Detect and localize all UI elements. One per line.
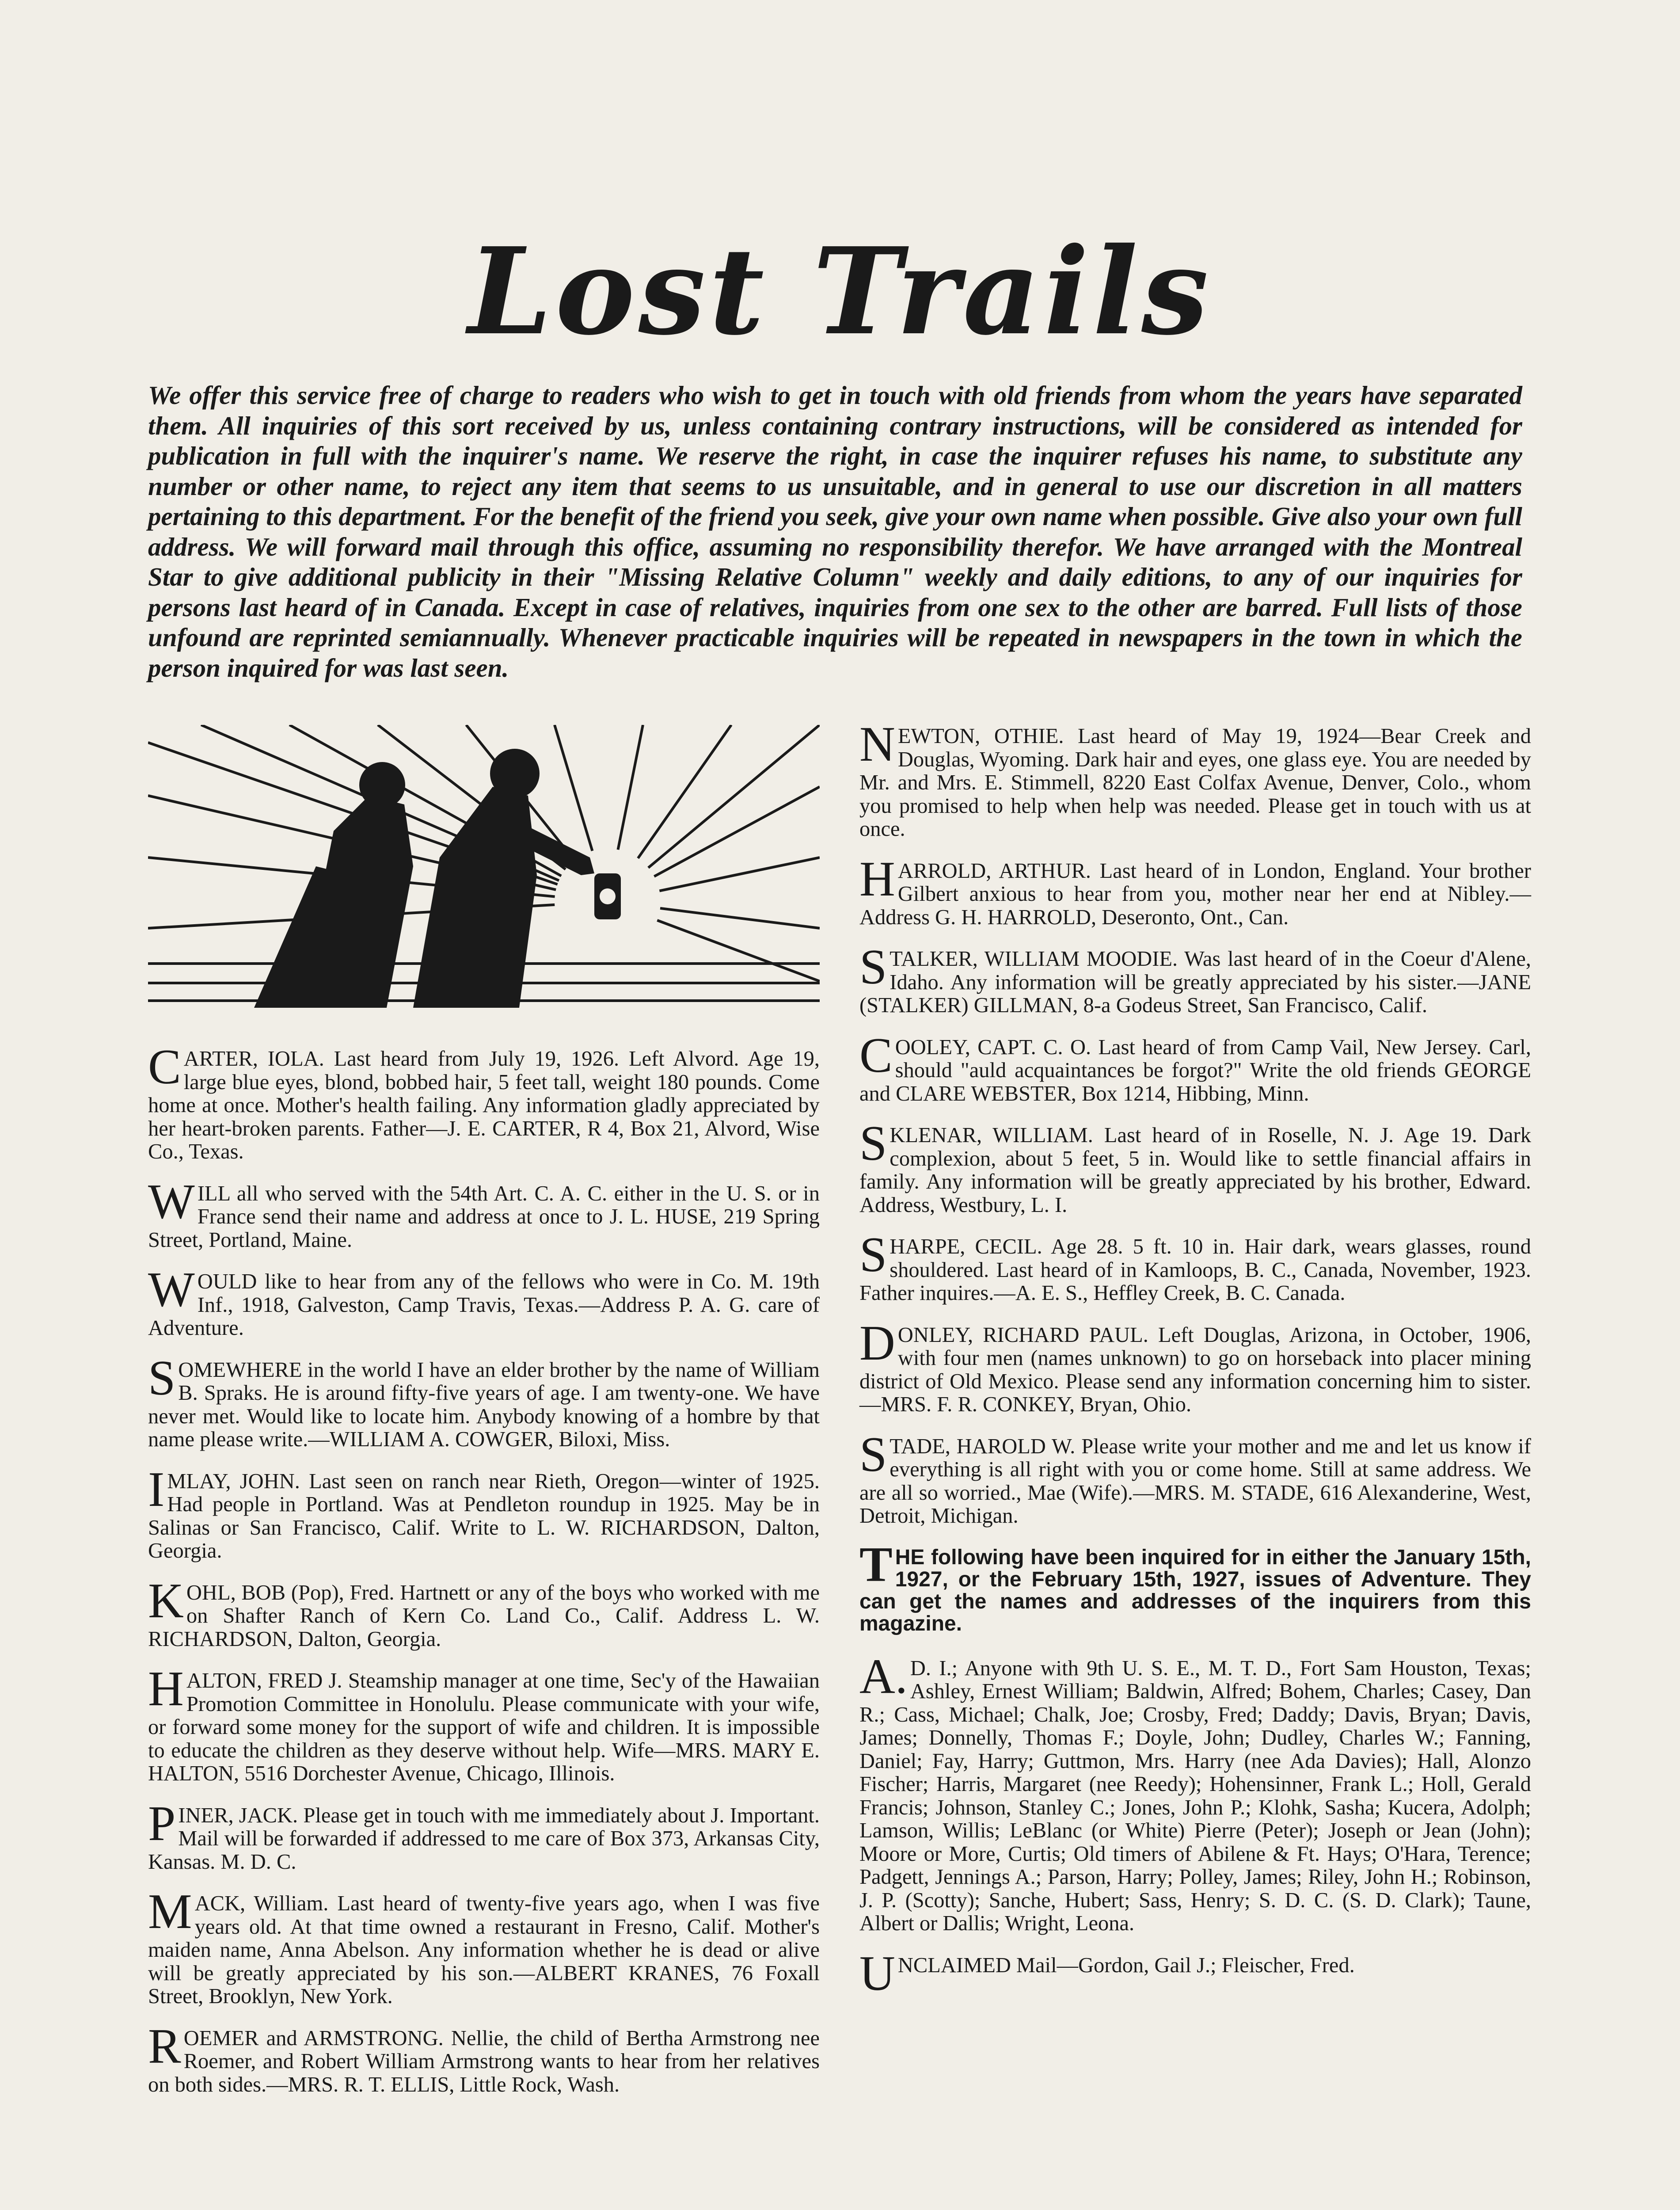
- entry-piner: PINER, JACK. Please get in touch with me immediately about J. Important. Mail will be forwarded if addressed to me care of Box 373, Arkansas City, Kansas. M. D. C.: [148, 1796, 820, 1874]
- entry-halton: HALTON, FRED J. Steamship manager at one time, Sec'y of the Hawaiian Promotion Committee in Honolulu. Please communicate with your wife, or forward some money for the support of wife and children. It is impossible to educate the children as they deserve without help. Wife—MRS. MARY E. HALTON, 5516 Dorchester Avenue, Chicago, Illinois.: [148, 1661, 820, 1785]
- entry-kohl: KOHL, BOB (Pop), Fred. Hartnett or any of the boys who worked with me on Shafter Ranch of Kern Co. Land Co., Calif. Address L. W. RICHARDSON, Dalton, Georgia.: [148, 1573, 820, 1651]
- entry-54th-art: WILL all who served with the 54th Art. C. A. C. either in the U. S. or in France send their name and address at once to J. L. HUSE, 219 Spring Street, Portland, Maine.: [148, 1174, 820, 1252]
- entry-sklenar: SKLENAR, WILLIAM. Last heard of in Roselle, N. J. Age 19. Dark complexion, about 5 feet, 5 in. Would like to settle financial affairs in family. Any information will be greatly appreciated by his brother, Edward. Address, Westbury, L. I.: [859, 1116, 1531, 1217]
- left-column: [148, 725, 820, 2115]
- unclaimed-mail: UNCLAIMED Mail—Gordon, Gail J.; Fleischer, Fred.: [859, 1946, 1355, 2001]
- entry-cooley: COOLEY, CAPT. C. O. Last heard of from Camp Vail, New Jersey. Carl, should "auld acquaintances be forgot?" Write the old friends GEORGE and CLARE WEBSTER, Box 1214, Hibbing, Minn.: [859, 1028, 1531, 1105]
- entry-co-m-19th-inf: WOULD like to hear from any of the fellows who were in Co. M. 19th Inf., 1918, Galveston, Camp Travis, Texas.—Address P. A. G. care of Adventure.: [148, 1262, 820, 1340]
- entry-spraks: SOMEWHERE in the world I have an elder brother by the name of William B. Spraks. He is around fifty-five years of age. I am twenty-one. We have never met. Would like to locate him. Anybody knowing of a hombre by that name please write.—WILLIAM A. COWGER, Biloxi, Miss.: [148, 1350, 820, 1451]
- entry-newton: NEWTON, OTHIE. Last heard of May 19, 1924—Bear Creek and Douglas, Wyoming. Dark hair and eyes, one glass eye. You are needed by Mr. and Mrs. E. Stimmell, 8220 East Colfax Avenue, Denver, Colo., whom you promised to help when help was needed. Please get in touch with us at once.: [859, 717, 1531, 841]
- entry-carter: CARTER, IOLA. Last heard from July 19, 1926. Left Alvord. Age 19, large blue eyes, blond, bobbed hair, 5 feet tall, weight 180 pounds. Come home at once. Mother's health failing. Any information gladly appreciated by her heart-broken parents. Father—J. E. CARTER, R 4, Box 21, Alvord, Wise Co., Texas.: [148, 1040, 820, 1163]
- entry-stade: STADE, HAROLD W. Please write your mother and me and let us know if everything is all right with you or come home. Still at same address. We are all so worried., Mae (Wife).—MRS. M. STADE, 616 Alexanderine, West, Detroit, Michigan.: [859, 1427, 1531, 1528]
- inquiry-notice: THE following have been inquired for in either the January 15th, 1927, or the February 15th, 1927, issues of Adventure. They can get the names and addresses of the inquirers from this magazine.: [859, 1537, 1531, 1635]
- entry-roemer-armstrong: ROEMER and ARMSTRONG. Nellie, the child of Bertha Armstrong nee Roemer, and Robert William Armstrong wants to hear from her relatives on both sides.—MRS. R. T. ELLIS, Little Rock, Wash.: [148, 2019, 820, 2096]
- lantern-illustration: [148, 725, 820, 1017]
- inquired-names-list: A.D. I.; Anyone with 9th U. S. E., M. T. D., Fort Sam Houston, Texas; Ashley, Ernest William; Baldwin, Alfred; Bohem, Charles; Casey, Dan R.; Cass, Michael; Chalk, Joe; Crosby, Fred; Daddy; Davis, Bryan; Davis, James; Donnelly, Thomas F.; Doyle, John; Dudley, Charles W.; Fanning, Daniel; Fay, Harry; Guttmon, Mrs. Harry (nee Ada Davies); Hall, Alonzo Fischer; Harris, Margaret (nee Reedy); Hohensinner, Frank L.; Holl, Gerald Francis; Johnson, Stanley C.; Jones, John P.; Klohk, Sasha; Kucera, Adolph; Lamson, Willis; LeBlanc (or White) Pierre (Peter); Joseph or Jean (John); Moore or More, Curtis; Old timers of Abilene & Ft. Hays; O'Hara, Terence; Padgett, Jennings A.; Parson, Harry; Polley, James; Riley, John H.; Robinson, J. P. (Scotty); Sanche, Hubert; Sass, Henry; S. D. C. (S. D. Clark); Taune, Albert or Dallis; Wright, Leona.: [859, 1649, 1531, 1935]
- intro-text: We offer this service free of charge to readers who wish to get in touch with old friends from whom the years have separated them. All inquiries of this sort received by us, unless containing contrary instructions, will be considered as intended for publication in full with the inquirer's name. We reserve the right, in case the inquirer refuses his name, to substitute any number or other name, to reject any item that seems to us unsuitable, and in general to use our discretion in all matters pertaining to this department. For the benefit of the friend you seek, give your own name when possible. Give also your own full address. We will forward mail through this office, assuming no responsibility therefor. We have arranged with the Montreal Star to give additional publicity in their "Missing Relative Column" weekly and daily editions, to any of our inquiries for persons last heard of in Canada. Except in case of relatives, inquiries from one sex to the other are barred. Full lists of those unfound are reprinted semiannually. Whenever practicable inquiries will be repeated in newspapers in the town in which the person inquired for was last seen.: [148, 381, 1522, 682]
- entry-donley: DONLEY, RICHARD PAUL. Left Douglas, Arizona, in October, 1906, with four men (names unknown) to go on horseback into placer mining district of Old Mexico. Please send any information concerning him to sister.—MRS. F. R. CONKEY, Bryan, Ohio.: [859, 1315, 1531, 1416]
- page-title: Lost Trails: [468, 221, 1212, 362]
- entry-imlay: IMLAY, JOHN. Last seen on ranch near Rieth, Oregon—winter of 1925. Had people in Portland. Was at Pendleton roundup in 1925. May be in Salinas or San Francisco, Calif. Write to L. W. RICHARDSON, Dalton, Georgia.: [148, 1462, 820, 1562]
- entry-stalker: STALKER, WILLIAM MOODIE. Was last heard of in the Coeur d'Alene, Idaho. Any information will be greatly appreciated by his sister.—JANE (STALKER) GILLMAN, 8-a Godeus Street, San Francisco, Calif.: [859, 940, 1531, 1017]
- entry-harrold: HARROLD, ARTHUR. Last heard of in London, England. Your brother Gilbert anxious to hear from you, mother near her end at Nibley.—Address G. H. HARROLD, Deseronto, Ont., Can.: [859, 851, 1531, 929]
- entry-sharpe: SHARPE, CECIL. Age 28. 5 ft. 10 in. Hair dark, wears glasses, round shouldered. Last heard of in Kamloops, B. C., Canada, November, 1923. Father inquires.—A. E. S., Heffley Creek, B. C. Canada.: [859, 1227, 1531, 1305]
- right-column: [859, 717, 1531, 2001]
- entry-mack: MACK, William. Last heard of twenty-five years ago, when I was five years old. At that time owned a restaurant in Fresno, Calif. Mother's maiden name, Anna Abelson. Any information whether he is dead or alive will be greatly appreciated by his son.—ALBERT KRANES, 76 Foxall Street, Brooklyn, New York.: [148, 1884, 820, 2008]
